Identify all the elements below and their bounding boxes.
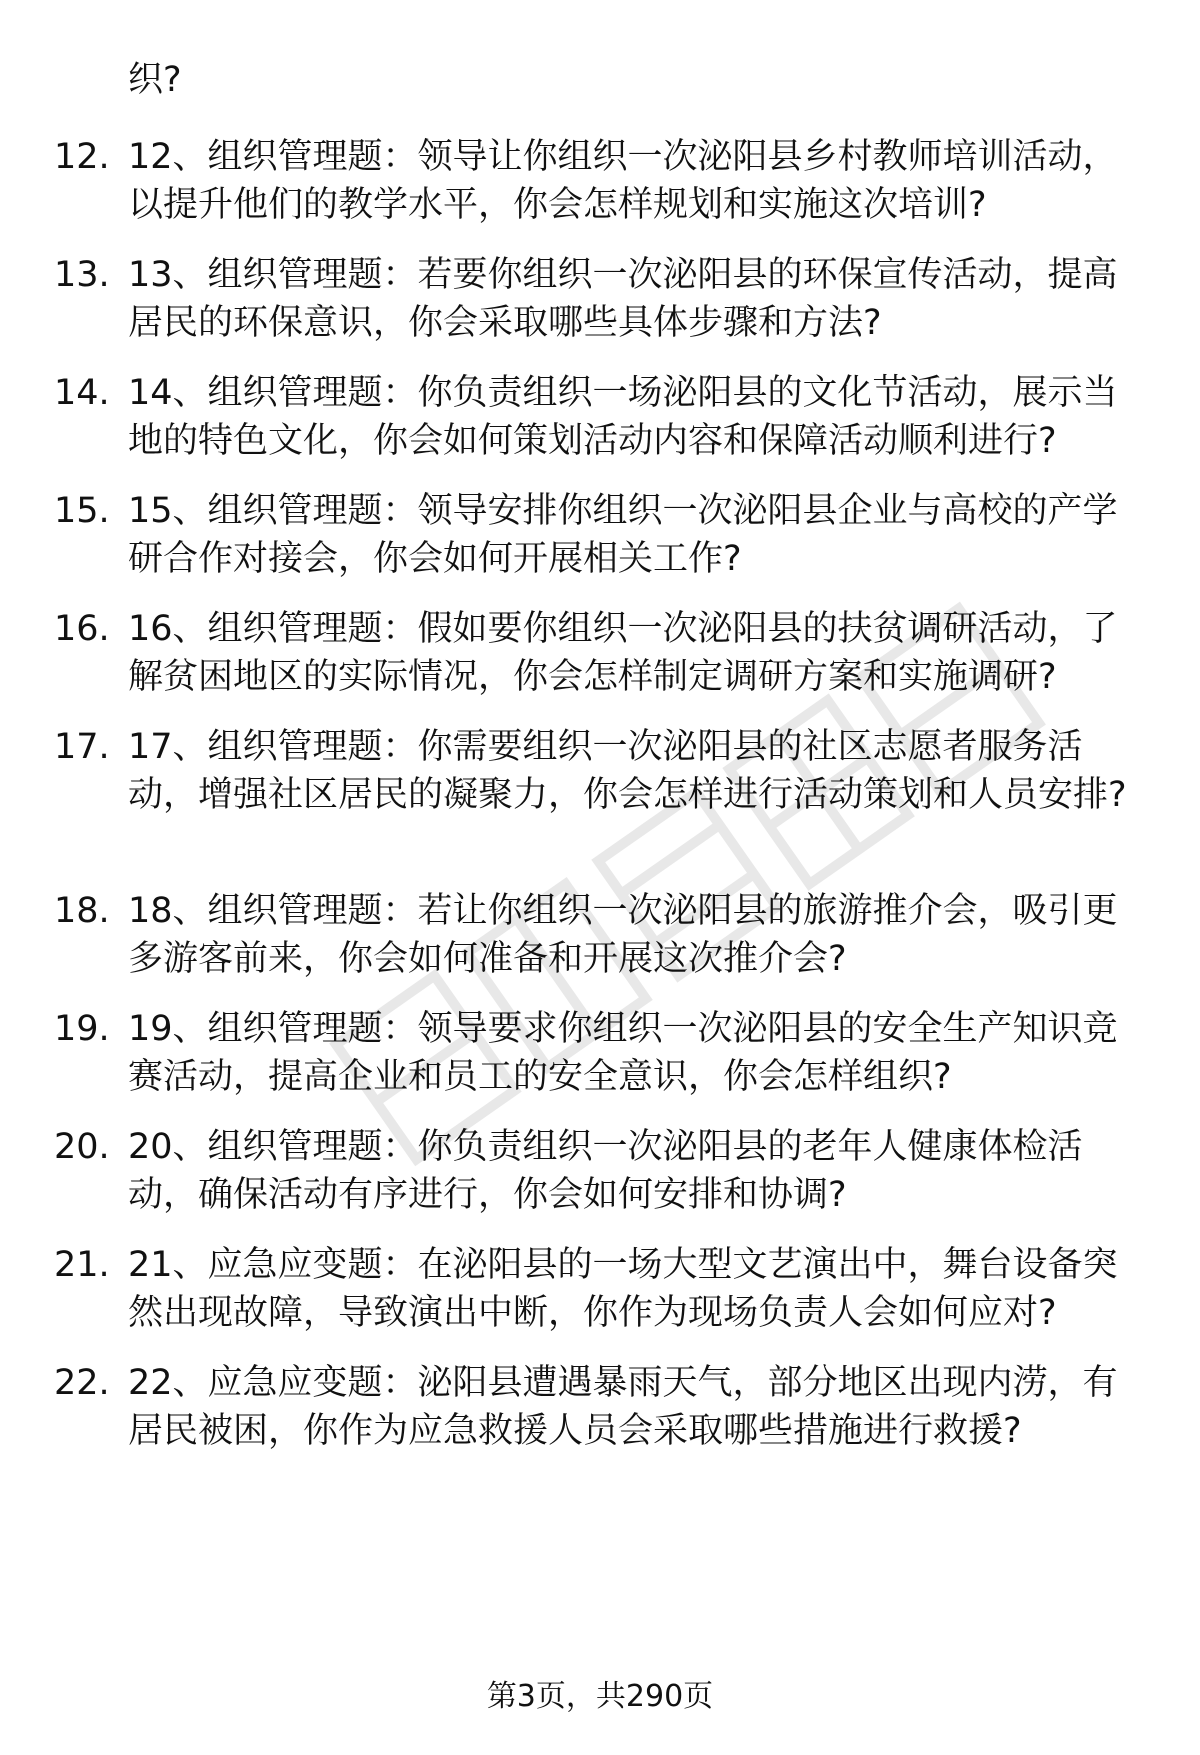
question-text: 20、组织管理题：你负责组织一次泌阳县的老年人健康体检活动，确保活动有序进行，你会如何安排和协调? (128, 1127, 1083, 1215)
question-text: 14、组织管理题：你负责组织一场泌阳县的文化节活动，展示当地的特色文化，你会如何策划活动内容和保障活动顺利进行? (128, 373, 1118, 461)
question-number: 14. (54, 373, 110, 413)
continuation-text: 织? (128, 60, 182, 100)
question-text: 17、组织管理题：你需要组织一次泌阳县的社区志愿者服务活动，增强社区居民的凝聚力，你会怎样进行活动策划和人员安排? (128, 727, 1127, 815)
question-number: 18. (54, 891, 110, 931)
question-number: 21. (54, 1245, 110, 1285)
question-text: 19、组织管理题：领导要求你组织一次泌阳县的安全生产知识竞赛活动，提高企业和员工的安全意识，你会怎样组织? (128, 1009, 1118, 1097)
question-number: 19. (54, 1009, 110, 1049)
question-text: 13、组织管理题：若要你组织一次泌阳县的环保宣传活动，提高居民的环保意识，你会采取哪些具体步骤和方法? (128, 255, 1118, 343)
question-text: 12、组织管理题：领导让你组织一次泌阳县乡村教师培训活动，以提升他们的教学水平，你会怎样规划和实施这次培训? (128, 137, 1118, 225)
question-text: 16、组织管理题：假如要你组织一次泌阳县的扶贫调研活动，了解贫困地区的实际情况，你会怎样制定调研方案和实施调研? (128, 609, 1118, 697)
question-text: 21、应急应变题：在泌阳县的一场大型文艺演出中，舞台设备突然出现故障，导致演出中断，你作为现场负责人会如何应对? (128, 1245, 1118, 1333)
question-number: 15. (54, 491, 110, 531)
question-text: 22、应急应变题：泌阳县遭遇暴雨天气，部分地区出现内涝，有居民被困，你作为应急救援人员会采取哪些措施进行救援? (128, 1363, 1118, 1451)
question-number: 20. (54, 1127, 110, 1167)
question-text: 18、组织管理题：若让你组织一次泌阳县的旅游推介会，吸引更多游客前来，你会如何准备和开展这次推介会? (128, 891, 1118, 979)
question-number: 17. (54, 727, 110, 767)
question-number: 13. (54, 255, 110, 295)
question-text: 15、组织管理题：领导安排你组织一次泌阳县企业与高校的产学研合作对接会，你会如何开展相关工作? (128, 491, 1118, 579)
question-number: 16. (54, 609, 110, 649)
question-number: 12. (54, 137, 110, 177)
question-number: 22. (54, 1363, 110, 1403)
page-footer: 第3页，共290页 (486, 1679, 714, 1714)
